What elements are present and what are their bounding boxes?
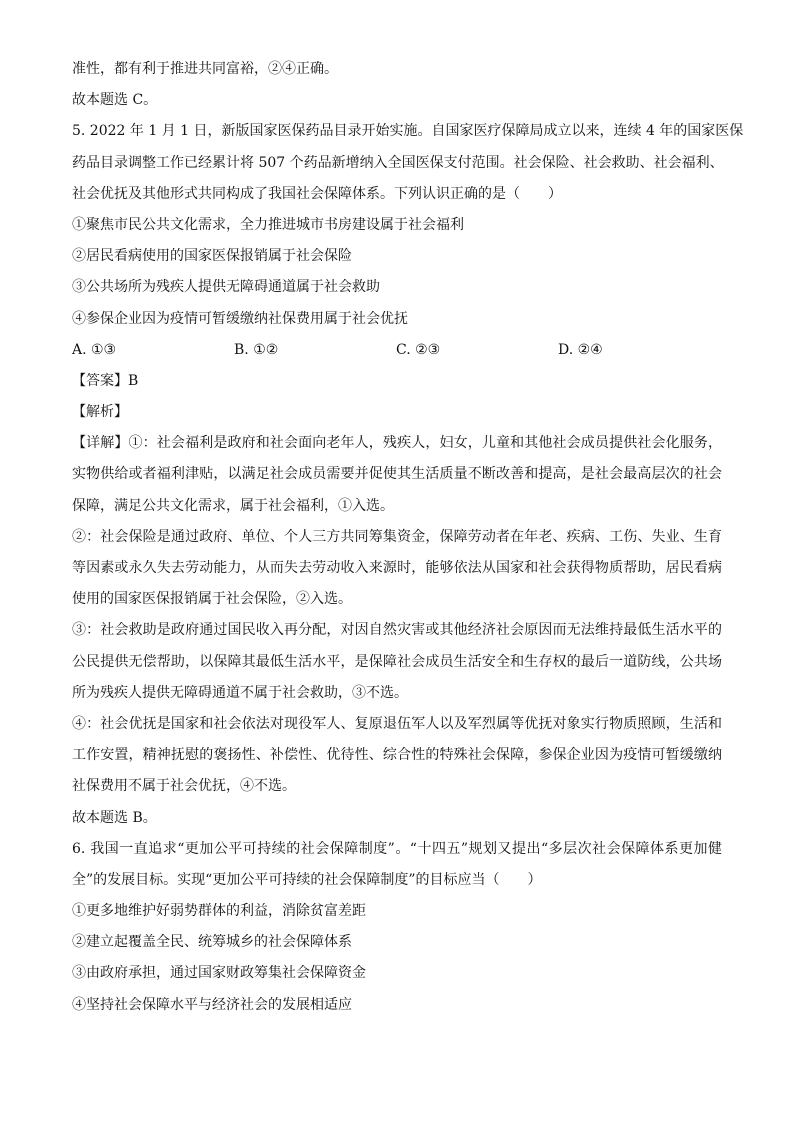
- q5-stem-line: 药品目录调整工作已经累计将 507 个药品新增纳入全国医保支付范围。社会保险、社会救助、社会福利、: [72, 154, 724, 171]
- q5-stem-line: 5. 2022 年 1 月 1 日，新版国家医保药品目录开始实施。自国家医疗保障局成立以来，连续 4 年的国家医保: [72, 123, 744, 140]
- detail-line: 使用的国家医保报销属于社会保险，②入选。: [72, 591, 352, 608]
- q6-stem-line: 6. 我国一直追求“更加公平可持续的社会保障制度”。“十四五”规划又提出“多层次社会保障体系更加健: [72, 840, 722, 857]
- detail-line: 【详解】①：社会福利是政府和社会面向老年人，残疾人，妇女，儿童和其他社会成员提供社会化服务，: [72, 435, 722, 452]
- q4-conclusion: 故本题选 C。: [72, 92, 158, 109]
- answer-label: 【答案】B: [72, 372, 139, 389]
- detail-line: 等因素或永久失去劳动能力，从而失去劳动收入来源时，能够依法从国家和社会获得物质帮助，居民看病: [72, 560, 722, 576]
- option-b: B. ①②: [234, 341, 279, 358]
- q6-stem-line: 全”的发展目标。实现“更加公平可持续的社会保障制度”的目标应当（ ）: [72, 871, 542, 888]
- detail-line: 实物供给或者福利津贴，以满足社会成员需要并促使其生活质量不断改善和提高，是社会最高层次的社会: [72, 466, 722, 483]
- analysis-label: 【解析】: [72, 404, 128, 421]
- q6-statement: ②建立起覆盖全民、统筹城乡的社会保障体系: [72, 934, 352, 951]
- q5-statement: ④参保企业因为疫情可暂缓缴纳社保费用属于社会优抚: [72, 310, 408, 327]
- q6-statement: ③由政府承担，通过国家财政筹集社会保障资金: [72, 965, 366, 982]
- q6-statement: ④坚持社会保障水平与经济社会的发展相适应: [72, 996, 352, 1013]
- q4-tail-text: 准性，都有利于推进共同富裕，②④正确。: [72, 61, 338, 77]
- q5-statement: ①聚焦市民公共文化需求，全力推进城市书房建设属于社会福利: [72, 216, 464, 233]
- q6-statement: ①更多地维护好弱势群体的利益，消除贫富差距: [72, 903, 366, 920]
- q5-conclusion: 故本题选 B。: [72, 809, 157, 826]
- option-d: D. ②④: [558, 341, 603, 358]
- detail-line: 所为残疾人提供无障碍通道不属于社会救助，③不选。: [72, 684, 408, 701]
- detail-line: ③：社会救助是政府通过国民收入再分配，对因自然灾害或其他经济社会原因而无法维持最低生活水平的: [72, 622, 722, 639]
- detail-line: 工作安置，精神抚慰的褒扬性、补偿性、优待性、综合性的特殊社会保障，参保企业因为疫情可暂缓缴纳: [72, 747, 722, 764]
- detail-line: ②：社会保险是通过政府、单位、个人三方共同筹集资金，保障劳动者在年老、疾病、工伤、失业、生育: [72, 528, 722, 545]
- q5-options: [72, 341, 722, 359]
- q5-statement: ②居民看病使用的国家医保报销属于社会保险: [72, 248, 352, 265]
- q5-statement: ③公共场所为残疾人提供无障碍通道属于社会救助: [72, 279, 380, 296]
- q5-stem-line: 社会优抚及其他形式共同构成了我国社会保障体系。下列认识正确的是（ ）: [72, 185, 562, 202]
- detail-line: ④：社会优抚是国家和社会依法对现役军人、复原退伍军人以及军烈属等优抚对象实行物质照顾，生活和: [72, 715, 722, 732]
- document-page: [72, 60, 744, 1027]
- detail-line: 社保费用不属于社会优抚，④不选。: [72, 778, 296, 795]
- detail-line: 公民提供无偿帮助，以保障其最低生活水平，是保障社会成员生活安全和生存权的最后一道防线，公共场: [72, 653, 722, 670]
- option-a: A. ①③: [72, 341, 117, 358]
- detail-line: 保障，满足公共文化需求，属于社会福利，①入选。: [72, 497, 394, 514]
- option-c: C. ②③: [396, 341, 441, 358]
